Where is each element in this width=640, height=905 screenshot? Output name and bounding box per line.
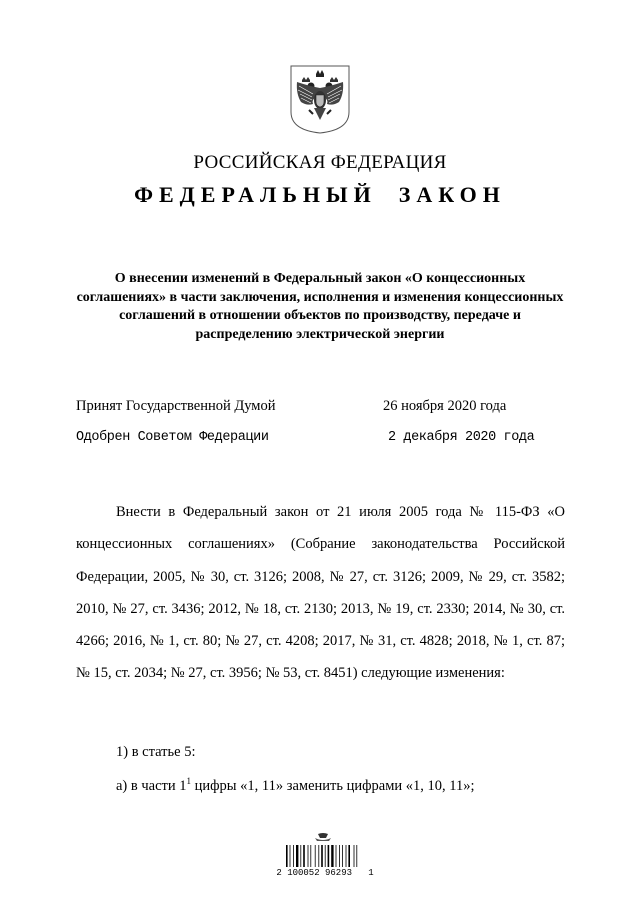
list-item-suffix: цифры «1, 11» заменить цифрами «1, 10, 11»;	[191, 777, 475, 794]
superscript: 1	[186, 776, 191, 786]
body-paragraph: Внести в Федеральный закон от 21 июля 2005 года № 115-ФЗ «О концессионных соглашениях» (Собрание законодательства Российской Федерации, 2005, № 30, ст. 3126; 2008, № 27, ст. 3126; 2009, № 29, ст. 3582; 2010, № 27, ст. 3436; 2012, № 18, ст. 2130; 2013, № 19, ст. 2330; 2014, № 30, ст. 4266; 2016, № 1, ст. 80; № 27, ст. 4208; 2017, № 31, ст. 4828; 2018, № 1, ст. 87; № 15, ст. 2034; № 27, ст. 3956; № 53, ст. 8451) следующие изменения:	[76, 504, 565, 682]
list-item-prefix: а) в части 1	[116, 777, 187, 794]
document-type-word-1: ФЕДЕРАЛЬНЫЙ	[134, 182, 377, 207]
document-type-heading	[0, 182, 640, 208]
adopted-date: 26 ноября 2020 года	[383, 398, 507, 414]
list-item	[116, 776, 475, 795]
country-heading: РОССИЙСКАЯ ФЕДЕРАЦИЯ	[193, 152, 447, 173]
document-type-word-2: ЗАКОН	[398, 182, 506, 207]
small-emblem-icon	[315, 833, 331, 841]
list-item: 1) в статье 5:	[116, 744, 196, 760]
law-title: О внесении изменений в Федеральный закон «О концессионных соглашениях» в части заключения, исполнения и изменения концессионных соглашений в отношении объектов по производству, передаче и распределению электрической энергии	[76, 271, 564, 342]
approved-date: 2 декабря 2020 года	[388, 430, 535, 445]
coat-of-arms-icon	[287, 64, 353, 134]
approved-label: Одобрен Советом Федерации	[76, 430, 269, 445]
barcode-number: 2 100052 96293 1	[276, 868, 374, 878]
adopted-label: Принят Государственной Думой	[76, 398, 276, 414]
